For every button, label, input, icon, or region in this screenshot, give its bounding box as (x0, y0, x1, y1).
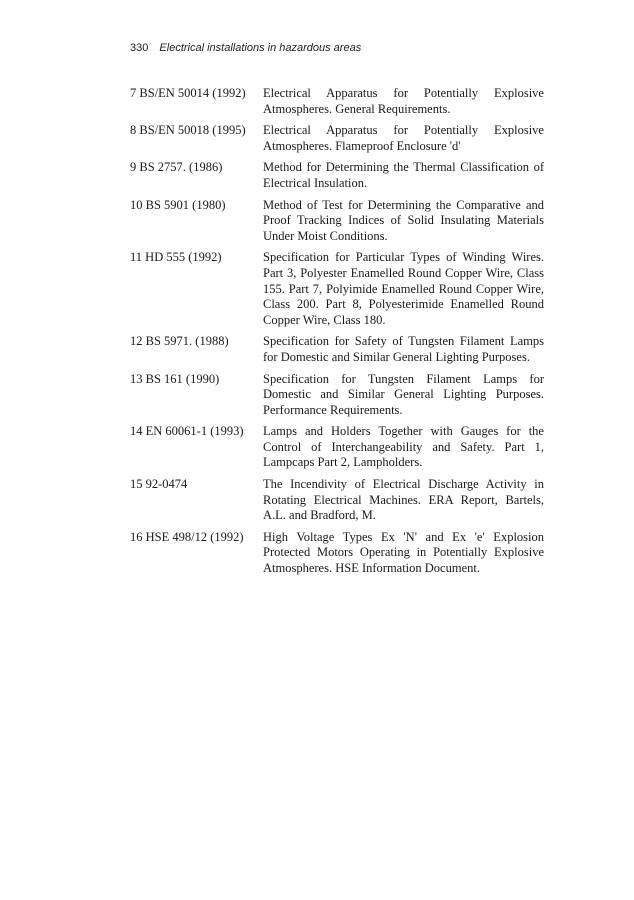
reference-text: Lamps and Holders Together with Gauges for the Control of Interchangeability and Safety. Part 1, Lampcaps Part 2, Lampholders. (263, 424, 544, 470)
reference-text: Electrical Apparatus for Potentially Explosive Atmospheres. General Requirements. (263, 86, 544, 116)
reference-label: 9 BS 2757. (1986) (130, 160, 223, 175)
reference-label: 11 HD 555 (1992) (130, 250, 222, 265)
reference-item (130, 250, 544, 328)
reference-label: 10 BS 5901 (1980) (130, 197, 226, 212)
reference-item (130, 424, 544, 471)
reference-text: The Incendivity of Electrical Discharge Activity in Rotating Electrical Machines. ERA Report, Bartels, A.L. and Bradford, M. (263, 477, 544, 523)
reference-label: 12 BS 5971. (1988) (130, 334, 229, 349)
reference-label: 13 BS 161 (1990) (130, 371, 220, 386)
reference-item (130, 372, 544, 419)
reference-list (130, 86, 544, 583)
reference-text: High Voltage Types Ex 'N' and Ex 'e' Explosion Protected Motors Operating in Potentially Explosive Atmospheres. HSE Information Document. (263, 529, 544, 576)
reference-item (130, 334, 544, 365)
reference-text: Method for Determining the Thermal Classification of Electrical Insulation. (263, 160, 544, 190)
reference-item (130, 477, 544, 524)
reference-text: Specification for Tungsten Filament Lamps for Domestic and Similar General Lighting Purposes. Performance Requirements. (263, 371, 544, 417)
reference-text: Specification for Safety of Tungsten Filament Lamps for Domestic and Similar General Lighting Purposes. (263, 334, 544, 364)
reference-label: 15 92-0474 (130, 477, 188, 492)
reference-label: 7 BS/EN 50014 (1992) (130, 86, 246, 100)
reference-text: Specification for Particular Types of Winding Wires. Part 3, Polyester Enamelled Round Copper Wire, Class 155. Part 7, Polyimide Enamelled Round Copper Wire, Class 200. Part 8, Polyesterimide Enamelled Round Copper Wire, Class 180. (263, 250, 544, 327)
reference-label: 8 BS/EN 50018 (1995) (130, 123, 246, 138)
reference-label: 14 EN 60061-1 (1993) (130, 424, 244, 439)
page-header (130, 42, 361, 54)
reference-item (130, 530, 544, 577)
running-title: Electrical installations in hazardous areas (159, 42, 362, 54)
reference-item (130, 86, 544, 117)
reference-item (130, 198, 544, 245)
reference-item (130, 123, 544, 154)
reference-item (130, 160, 544, 191)
page-number: 330 (130, 42, 149, 54)
reference-text: Method of Test for Determining the Comparative and Proof Tracking Indices of Solid Insulating Materials Under Moist Conditions. (263, 197, 544, 243)
reference-label: 16 HSE 498/12 (1992) (130, 529, 244, 544)
reference-text: Electrical Apparatus for Potentially Explosive Atmospheres. Flameproof Enclosure 'd' (263, 123, 544, 153)
